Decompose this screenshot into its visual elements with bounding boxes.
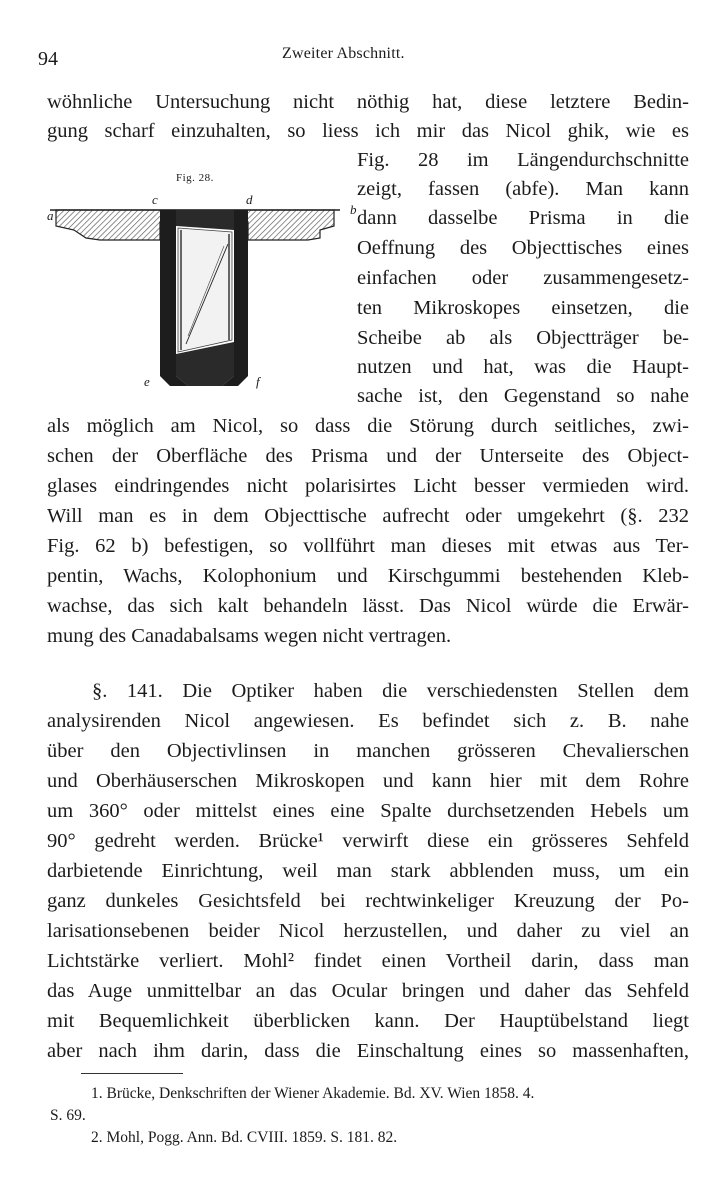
label-a: a (47, 208, 54, 223)
page-number: 94 (38, 48, 58, 70)
footnote-1-cont: S. 69. (50, 1107, 86, 1124)
body-line: dann dasselbe Prisma in die (357, 207, 689, 229)
section-line: über den Objectivlinsen in manchen grösseren Chevalierschen (47, 740, 689, 762)
body-line: zeigt, fassen (abfe). Man kann (357, 178, 689, 200)
figure-caption: Fig. 28. (176, 172, 214, 184)
label-e: e (144, 374, 150, 389)
body-line: wachse, das sich kalt behandeln lässt. Das Nicol würde die Erwär- (47, 595, 689, 617)
body-line: ten Mikroskopes einsetzen, die (357, 297, 689, 319)
footnote-rule (81, 1073, 183, 1074)
body-line: nutzen und hat, was die Haupt- (357, 356, 689, 378)
body-line: Will man es in dem Objecttische aufrecht oder umgekehrt (§. 232 (47, 505, 689, 527)
top-cap (176, 210, 234, 230)
nicol-mount-diagram (38, 168, 356, 396)
body-line: Oeffnung des Objecttisches eines (357, 237, 689, 259)
body-line: schen der Oberfläche des Prisma und der Unterseite des Object- (47, 445, 689, 467)
section-line: aber nach ihm darin, dass die Einschaltung eines so massenhaften, (47, 1040, 689, 1062)
section-line: um 360° oder mittelst eines eine Spalte durchsetzenden Hebels um (47, 800, 689, 822)
figure-28 (38, 168, 356, 396)
section-line: 90° gedreht werden. Brücke¹ verwirft diese ein grösseres Sehfeld (47, 830, 689, 852)
label-b: b (350, 202, 357, 217)
footnote-2: 2. Mohl, Pogg. Ann. Bd. CVIII. 1859. S. 181. 82. (91, 1129, 398, 1146)
body-line: Fig. 62 b) befestigen, so vollführt man dieses mit etwas aus Ter- (47, 535, 689, 557)
section-line: und Oberhäuserschen Mikroskopen und kann hier mit dem Rohre (47, 770, 689, 792)
body-line: Scheibe ab als Objectträger be- (357, 327, 689, 349)
section-line: §. 141. Die Optiker haben die verschiedensten Stellen dem (92, 680, 689, 702)
body-line: Fig. 28 im Längendurchschnitte (357, 149, 689, 171)
section-line: mit Bequemlichkeit überblicken kann. Der Hauptübelstand liegt (47, 1010, 689, 1032)
section-line: Lichtstärke verliert. Mohl² findet einen Vortheil darin, dass man (47, 950, 689, 972)
label-f: f (256, 374, 260, 389)
section-line: analysirenden Nicol angewiesen. Es befindet sich z. B. nahe (47, 710, 689, 732)
body-line: glases eindringendes nicht polarisirtes Licht besser vermieden wird. (47, 475, 689, 497)
body-line: mung des Canadabalsams wegen nicht vertragen. (47, 625, 452, 647)
footnote-1: 1. Brücke, Denkschriften der Wiener Akademie. Bd. XV. Wien 1858. 4. (91, 1085, 535, 1102)
body-line: gung scharf einzuhalten, so liess ich mir das Nicol ghik, wie es (47, 120, 689, 142)
running-head: Zweiter Abschnitt. (282, 45, 405, 62)
section-line: larisationsebenen beider Nicol herzustellen, und daher zu viel an (47, 920, 689, 942)
body-line: sache ist, den Gegenstand so nahe (357, 385, 689, 407)
label-d: d (246, 192, 253, 207)
body-line: einfachen oder zusammengesetz- (357, 267, 689, 289)
body-line: wöhnliche Untersuchung nicht nöthig hat, diese letztere Bedin- (47, 91, 689, 113)
label-c: c (152, 192, 158, 207)
section-line: ganz dunkeles Gesichtsfeld bei rechtwinkeliger Kreuzung der Po- (47, 890, 689, 912)
body-line: als möglich am Nicol, so dass die Störung durch seitliches, zwi- (47, 415, 689, 437)
section-line: das Auge unmittelbar an das Ocular bringen und daher das Sehfeld (47, 980, 689, 1002)
body-line: pentin, Wachs, Kolophonium und Kirschgummi bestehenden Kleb- (47, 565, 689, 587)
section-line: darbietende Einrichtung, weil man stark abblenden muss, um ein (47, 860, 689, 882)
